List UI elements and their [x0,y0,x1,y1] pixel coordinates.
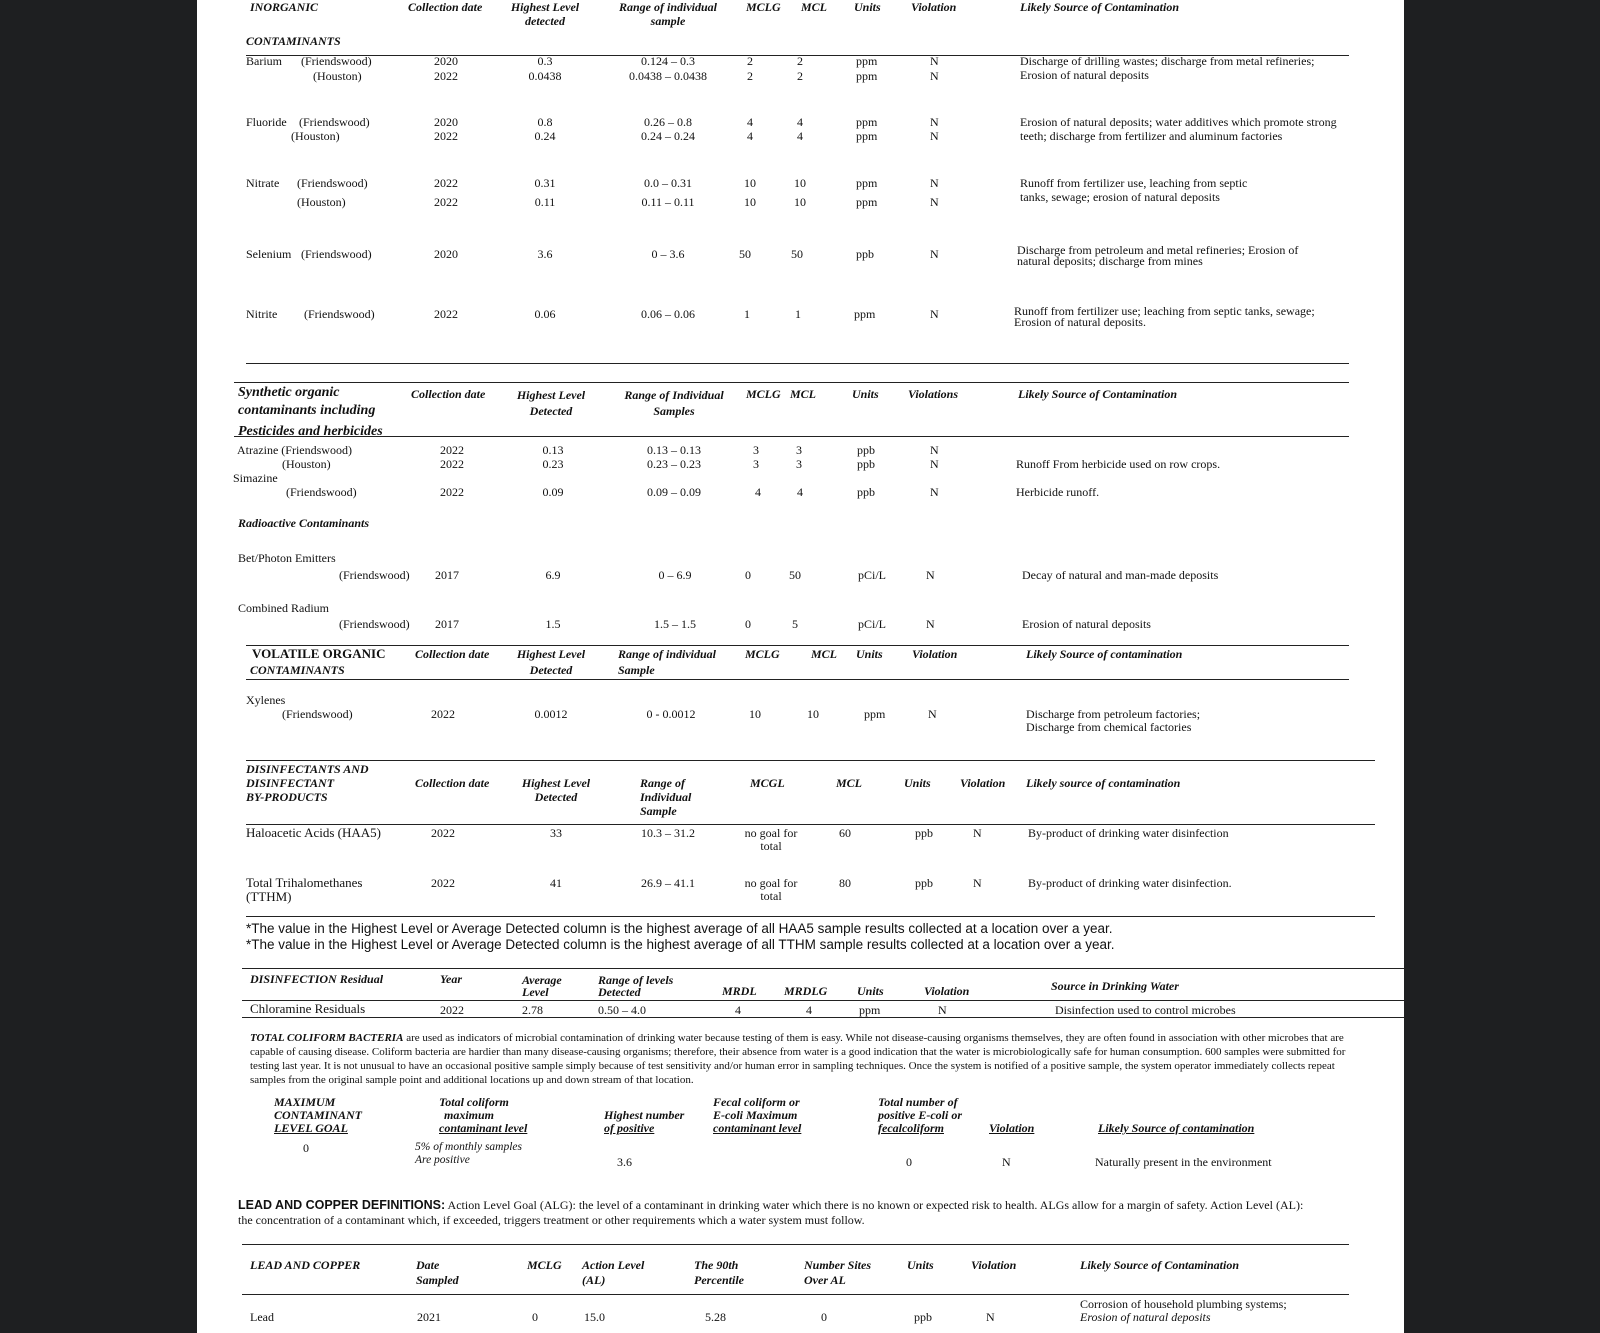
value: 2020 [434,247,458,261]
voc-header-source: Likely Source of contamination [1026,647,1183,661]
value: 0.09 – 0.09 [647,485,701,499]
value: 0.0438 – 0.0438 [629,69,707,83]
site-label: (Friendswood) [304,307,375,321]
coliform-header-source: Likely Source of contamination [1098,1121,1255,1135]
residual-header-range2: Detected [598,985,641,999]
residual-header-avg1: Average [522,973,562,987]
value: 0.0 – 0.31 [644,176,692,190]
value: ppm [856,129,878,143]
disinfectants-header-name2: DISINFECTANT [246,776,335,790]
value: ppm [854,307,876,321]
source-text: Corrosion of household plumbing systems; [1080,1297,1287,1311]
value: 4 [755,485,761,499]
value: 3 [753,457,759,471]
disinfectants-header-range2: Individual [640,790,692,804]
value: 26.9 – 41.1 [641,876,695,890]
value: 0.13 [542,443,564,457]
coliform-header-mclg3: LEVEL GOAL [274,1121,348,1135]
footnote-tthm: *The value in the Highest Level or Average Detected column is the highest average of all TTHM sample results collected at a location over a year. [246,937,1115,952]
value: 0.8 [537,115,553,129]
value: 4 [747,129,753,143]
contaminant-name: Fluoride [246,115,287,129]
value: ppm [856,176,878,190]
value: 0.0438 [528,69,562,83]
value: N [973,826,982,840]
value: N [930,176,939,190]
divider [246,679,1349,680]
leadcopper-header-p1: The 90th [694,1258,739,1272]
value: 4 [735,1003,741,1017]
value: total [760,889,782,903]
value: 4 [797,129,803,143]
value: 2022 [431,876,455,890]
synthetic-header-name3: Pesticides and herbicides [238,424,383,439]
value: N [930,307,939,321]
leadcopper-header-date2: Sampled [416,1273,459,1287]
divider [246,363,1349,364]
disinfectants-header-source: Likely source of contamination [1026,776,1181,790]
value: ppb [857,443,875,457]
disinfectants-header-name1: DISINFECTANTS AND [246,762,369,776]
disinfectants-header-range3: Sample [640,804,677,818]
value: 0.0012 [534,707,568,721]
source-text: Discharge from petroleum factories; [1026,707,1201,721]
voc-header-name1: VOLATILE ORGANIC [252,646,386,661]
contaminant-name: Simazine [233,471,278,485]
source-text: Runoff From herbicide used on row crops. [1016,457,1221,471]
disinfectants-header-range1: Range of [640,776,685,790]
contaminant-name: Bet/Photon Emitters [238,551,336,565]
value: 0 [745,617,751,631]
inorganic-header-name: INORGANIC [250,0,319,14]
divider [242,968,1404,969]
residual-header-year: Year [440,972,462,986]
value: 0 [532,1310,538,1324]
value: 0 [303,1141,309,1155]
leadcopper-header-p2: Percentile [694,1273,744,1287]
site-label: (Friendswood) [301,247,372,261]
leadcopper-definitions [238,1198,1318,1228]
residual-header-violation: Violation [924,984,970,998]
value: ppb [857,457,875,471]
leadcopper-def-text: Action Level Goal (ALG): the level of a contaminant in drinking water which there is no known or expected risk to health. ALGs allow for a margin of safety. Action Level (AL): the concentration of a contaminant which, if exceeded, triggers treatment or other requirements which a water system must follow. [238,1198,1304,1227]
coliform-header-hp2: of positive [604,1121,655,1135]
divider [246,916,1375,917]
value: 2 [747,54,753,68]
coliform-header-tc3: contaminant level [439,1121,528,1135]
site-label: (Friendswood) [297,176,368,190]
value: total [760,839,782,853]
value: 10 [744,176,756,190]
contaminant-name: Xylenes [246,693,286,707]
value: 2022 [440,457,464,471]
divider [246,645,1349,646]
coliform-header-tn2: positive E-coli or [878,1108,962,1122]
site-label: (Houston) [282,457,331,471]
site-label: (Houston) [313,69,362,83]
residual-header-mrdlg: MRDLG [784,984,828,998]
site-label: (Houston) [297,195,346,209]
voc-header-violation: Violation [912,647,958,661]
source-text: Erosion of natural deposits [1022,617,1151,631]
residual-header-mrdl: MRDL [722,984,757,998]
value: 2 [797,54,803,68]
value: N [930,457,939,471]
value: no goal for [744,826,798,840]
coliform-header-tc1: Total coliform [439,1095,509,1109]
value: 2022 [431,707,455,721]
disinfectants-header-name3: BY-PRODUCTS [246,790,328,804]
value: 0.24 [534,129,556,143]
radioactive-title: Radioactive Contaminants [238,516,370,530]
coliform-header-mclg2: CONTAMINANT [274,1108,363,1122]
value: 0 - 0.0012 [646,707,696,721]
source-text: Disinfection used to control microbes [1055,1003,1236,1017]
coliform-paragraph [250,1031,1350,1087]
value: 0.11 – 0.11 [641,195,695,209]
value: 50 [791,247,803,261]
value: 2 [747,69,753,83]
value: N [986,1310,995,1324]
value: N [928,707,937,721]
value: N [930,115,939,129]
value: 0.06 [534,307,556,321]
value: 0.23 – 0.23 [647,457,701,471]
coliform-header-violation: Violation [989,1121,1035,1135]
inorganic-header-name2: CONTAMINANTS [246,34,341,48]
value: 0.3 [537,54,553,68]
value: pCi/L [858,568,887,582]
value: N [930,247,939,261]
synthetic-header-name1: Synthetic organic [238,385,340,400]
value: 41 [550,876,562,890]
residual-header-avg2: Level [522,985,549,999]
disinfectants-header-mcgl: MCGL [750,776,785,790]
value: 2022 [434,69,458,83]
value: 15.0 [584,1310,605,1324]
source-text: Discharge from petroleum and metal refineries; Erosion of natural deposits; discharge from mines [1017,243,1299,268]
value: 1.5 [545,617,561,631]
value: ppb [914,1310,932,1324]
value: ppm [856,115,878,129]
contaminant-name: Lead [250,1310,274,1324]
value: 0 [906,1155,912,1169]
coliform-header-hp1: Highest number [604,1108,685,1122]
residual-header-units: Units [857,984,884,998]
coliform-header-tc2: maximum [444,1108,495,1122]
value: 3 [796,457,802,471]
value: 0.09 [542,485,564,499]
value: 1.5 – 1.5 [654,617,696,631]
value: 0.24 – 0.24 [641,129,695,143]
synthetic-header-high: Highest Level Detected [516,388,586,418]
value: 0 – 3.6 [651,247,685,261]
source-text: Runoff from fertilizer use, leaching from septic tanks, sewage; erosion of natural deposits [1020,176,1248,204]
value: 0.26 – 0.8 [644,115,692,129]
value: ppm [859,1003,881,1017]
source-text: Herbicide runoff. [1016,485,1100,499]
voc-header-high2: Detected [529,663,573,677]
value: 0.06 – 0.06 [641,307,695,321]
synthetic-header-source: Likely Source of Contamination [1018,387,1178,401]
value: N [930,54,939,68]
value: 2021 [417,1310,441,1324]
voc-header-date: Collection date [415,647,490,661]
residual-header-name: DISINFECTION Residual [250,972,384,986]
value: 10 [794,195,806,209]
voc-header-units: Units [856,647,883,661]
contaminant-name: Atrazine (Friendswood) [237,443,352,457]
disinfectants-header-high1: Highest Level [521,776,591,790]
leadcopper-header-mclg: MCLG [527,1258,562,1272]
value: 2 [797,69,803,83]
value: ppm [856,195,878,209]
value: ppm [856,54,878,68]
site-label: (Friendswood) [301,54,372,68]
value: 0 [821,1310,827,1324]
document-page [197,0,1404,1333]
leadcopper-header-name: LEAD AND COPPER [250,1258,361,1272]
value: 2022 [434,307,458,321]
contaminant-name: Chloramine Residuals [250,1001,366,1016]
leadcopper-header-al1: Action Level [582,1258,645,1272]
value: N [938,1003,947,1017]
value: 0 [745,568,751,582]
value: 0 – 6.9 [658,568,692,582]
inorganic-header-source: Likely Source of Contamination [1020,0,1180,14]
divider [242,1000,1404,1001]
site-label: (Friendswood) [286,485,357,499]
source-text: Runoff from fertilizer use; leaching from septic tanks, sewage; Erosion of natural deposits. [1014,304,1315,329]
site-label: (Friendswood) [339,617,410,631]
value: 10 [794,176,806,190]
voc-header-range2: Sample [618,663,655,677]
value: N [930,485,939,499]
divider [242,1294,1349,1295]
coliform-text: are used as indicators of microbial contamination of drinking water because testing of them is easy. While not disease-causing organisms themselves, they are often found in association with other microbes that are capable of causing disease. Coliform bacteria are hardier than many disease-causing organisms; therefore, their absence from water is a good indication that the water is microbiologically safe for human consumption. 600 samples were submitted for testing last year. It is not unusual to have an occasional positive sample simply because of test sensitivity and/or human error in sampling techniques. Once the system is notified of a positive sample, the system operator immediately collects repeat samples from the original sample point and additional locations up and down stream of that location. [250,1032,1346,1086]
leadcopper-header-source: Likely Source of Contamination [1080,1258,1240,1272]
value: 1 [795,307,801,321]
value: 4 [797,115,803,129]
value: 2017 [435,617,459,631]
value: 2022 [434,129,458,143]
value: ppm [864,707,886,721]
value: N [926,568,935,582]
voc-header-high1: Highest Level [516,647,586,661]
source-text: Discharge from chemical factories [1026,720,1192,734]
value: 1 [744,307,750,321]
value: 2.78 [522,1003,543,1017]
value: 0.50 – 4.0 [598,1003,646,1017]
value: no goal for [744,876,798,890]
value: 60 [839,826,851,840]
value: ppm [856,69,878,83]
leadcopper-def-title: LEAD AND COPPER DEFINITIONS: [238,1198,446,1212]
contaminant-name: Combined Radium [238,601,329,615]
value: N [930,195,939,209]
site-label: (Friendswood) [339,568,410,582]
value: 0.11 [534,195,556,209]
value: N [973,876,982,890]
value: N [926,617,935,631]
value: 2022 [431,826,455,840]
source-text: By-product of drinking water disinfection. [1028,876,1232,890]
source-text: Naturally present in the environment [1095,1155,1272,1169]
value: N [930,443,939,457]
value: 2022 [434,176,458,190]
contaminant-name: Selenium [246,247,292,261]
value: 0.13 – 0.13 [647,443,701,457]
synthetic-header-violation: Violations [908,387,959,401]
value: 3 [796,443,802,457]
site-label: (Houston) [291,129,340,143]
value: pCi/L [858,617,887,631]
coliform-header-mclg1: MAXIMUM [274,1095,336,1109]
synthetic-header-range: Range of Individual Samples [624,388,724,418]
value: 3.6 [537,247,553,261]
synthetic-header-mcl: MCL [790,387,817,401]
residual-header-range1: Range of levels [598,973,674,987]
leadcopper-header-date1: Date [416,1258,440,1272]
residual-header-source: Source in Drinking Water [1051,979,1179,993]
value: Are positive [415,1154,470,1166]
leadcopper-header-violation: Violation [971,1258,1017,1272]
value: 6.9 [545,568,561,582]
synthetic-header-units: Units [852,387,879,401]
disinfectants-header-mcl: MCL [836,776,863,790]
value: 4 [797,485,803,499]
value: 5 [792,617,798,631]
coliform-title: TOTAL COLIFORM BACTERIA [250,1032,404,1044]
leadcopper-header-ns1: Number Sites [804,1258,872,1272]
source-text: Discharge of drilling wastes; discharge from metal refineries; Erosion of natural deposits [1020,54,1315,82]
divider [242,1244,1349,1245]
coliform-header-fc3: contaminant level [713,1121,802,1135]
coliform-header-fc1: Fecal coliform or [713,1095,800,1109]
divider [242,1017,1404,1018]
voc-header-name2: CONTAMINANTS [250,663,345,677]
leadcopper-header-al2: (AL) [582,1273,606,1287]
value: 2022 [440,485,464,499]
source-text: Erosion of natural deposits; water additives which promote strong teeth; discharge from fertilizer and aluminum factories [1020,115,1337,143]
value: 10 [744,195,756,209]
value: 50 [739,247,751,261]
value: 5% of monthly samples [415,1141,523,1153]
divider [246,824,1375,825]
inorganic-header-date: Collection date [408,0,483,14]
site-label: (Friendswood) [299,115,370,129]
leadcopper-header-ns2: Over AL [804,1273,846,1287]
value: ppb [915,876,933,890]
value: 4 [747,115,753,129]
source-text: Decay of natural and man-made deposits [1022,568,1219,582]
value: 10 [749,707,761,721]
value: 5.28 [705,1310,726,1324]
value: N [930,129,939,143]
disinfectants-header-date: Collection date [415,776,490,790]
value: 50 [789,568,801,582]
value: ppb [856,247,874,261]
source-text: Erosion of natural deposits [1080,1310,1211,1324]
contaminant-name: Nitrite [246,307,278,321]
synthetic-header-mclg: MCLG [746,387,781,401]
footnote-haa5: *The value in the Highest Level or Average Detected column is the highest average of all HAA5 sample results collected at a location over a year. [246,921,1113,936]
value: 3 [753,443,759,457]
value: 2022 [440,443,464,457]
value: 2017 [435,568,459,582]
voc-header-range1: Range of individual [618,647,717,661]
source-text: By-product of drinking water disinfection [1028,826,1229,840]
inorganic-header-high: Highest Level detected [510,0,580,28]
divider [234,382,1349,383]
contaminant-name: Haloacetic Acids (HAA5) [246,825,382,840]
value: ppb [857,485,875,499]
divider [246,760,1375,761]
coliform-header-tn1: Total number of [878,1095,958,1109]
value: 10.3 – 31.2 [641,826,695,840]
value: ppb [915,826,933,840]
site-label: (Friendswood) [282,707,353,721]
contaminant-name: Total Trihalomethanes [246,875,363,890]
value: 80 [839,876,851,890]
inorganic-header-mcl: MCL [801,0,828,14]
value: 2022 [434,195,458,209]
value: 10 [807,707,819,721]
disinfectants-header-units: Units [904,776,931,790]
divider [234,436,1349,437]
voc-header-mclg: MCLG [745,647,780,661]
coliform-header-tn3: fecalcoliform [878,1121,944,1135]
contaminant-name: Barium [246,54,282,68]
value: 2020 [434,54,458,68]
inorganic-header-units: Units [854,0,881,14]
synthetic-header-name2: contaminants including [238,403,376,418]
value: 0.23 [542,457,564,471]
value: 2022 [440,1003,464,1017]
value: 0.31 [534,176,556,190]
value: 33 [550,826,562,840]
value: N [1002,1155,1011,1169]
synthetic-header-date: Collection date [411,387,486,401]
inorganic-header-violation: Violation [911,0,957,14]
disinfectants-header-violation: Violation [960,776,1006,790]
inorganic-header-mclg: MCLG [746,0,781,14]
contaminant-name: (TTHM) [246,889,292,904]
value: 3.6 [617,1155,632,1169]
value: 0.124 – 0.3 [641,54,695,68]
disinfectants-header-high2: Detected [534,790,578,804]
value: 2020 [434,115,458,129]
contaminant-name: Nitrate [246,176,280,190]
inorganic-header-range: Range of individual sample [618,0,717,28]
voc-header-mcl: MCL [811,647,838,661]
value: N [930,69,939,83]
leadcopper-header-units: Units [907,1258,934,1272]
coliform-header-fc2: E-coli Maximum [713,1108,798,1122]
value: 4 [806,1003,812,1017]
